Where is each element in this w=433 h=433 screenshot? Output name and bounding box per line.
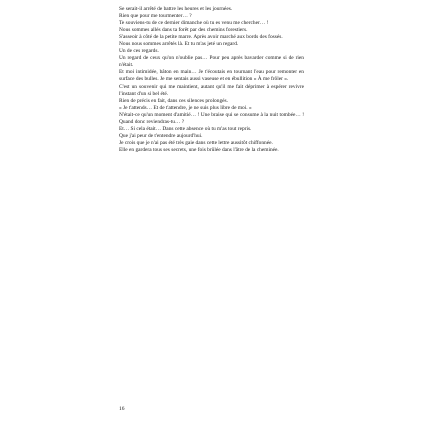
paragraph: C'est un souvenir qui me maintient, autant qu'il me fait déprimer à espérer revivre l'instant d'un si bel été. bbox=[119, 83, 304, 97]
paragraph: N'était-ce qu'un moment d'amitié… ! Une braise qui se consume à la nuit tombée… ! Quand donc reviendras-tu… ? bbox=[119, 111, 304, 125]
paragraph: Nous nous sommes arrêtés là. Et tu m'as jeté un regard. bbox=[119, 41, 239, 48]
paragraph: Se serait-il arrêté de battre les heures et les journées. bbox=[119, 6, 233, 12]
paragraph: Et… Si cela était… Dans cette absence où tu m'as tout repris. bbox=[119, 125, 252, 132]
paragraph: Et moi intimidée, bâton en main… Je t'écoutais en tournant l'eau pour remonter en surface des bulles. Je me sentais aussi vaseuse et en ébullition « À me frôler ». bbox=[119, 69, 304, 83]
paragraph: Un regard de ceux qu'on n'oublie pas… Pour peu après bavarder comme si de rien n'était. bbox=[119, 55, 304, 69]
paragraph: « Je t'attends… Et de t'attendre, je ne suis plus libre de moi. » bbox=[119, 104, 252, 111]
paragraph: Je crois que je n'ai pas été très gaie dans cette lettre aussitôt chiffonnée. bbox=[119, 139, 273, 146]
paragraph: Rien de précis en fait, dans ces silences prolongés. bbox=[119, 97, 228, 104]
paragraph: Te souviens-tu de ce dernier dimanche où tu es venu me chercher… ! bbox=[119, 20, 269, 27]
paragraph: Nous sommes allés dans ta forêt par des chemins forestiers. bbox=[119, 27, 248, 34]
body-text bbox=[119, 6, 304, 154]
paragraph: Que j'ai peur de t'entendre aujourd'hui. bbox=[119, 132, 203, 139]
paragraph: Rien que pour me tourmenter… ? bbox=[119, 13, 192, 20]
paragraph: Elle en gardera tous ses secrets, une fois brûlée dans l'âtre de la cheminée. bbox=[119, 146, 279, 153]
page-number: 16 bbox=[119, 406, 125, 412]
paragraph: Un de ces regards. bbox=[119, 48, 159, 55]
paragraph: S'asseoir à côté de la petite marre. Après avoir marché aux bords des fossés. bbox=[119, 34, 283, 41]
